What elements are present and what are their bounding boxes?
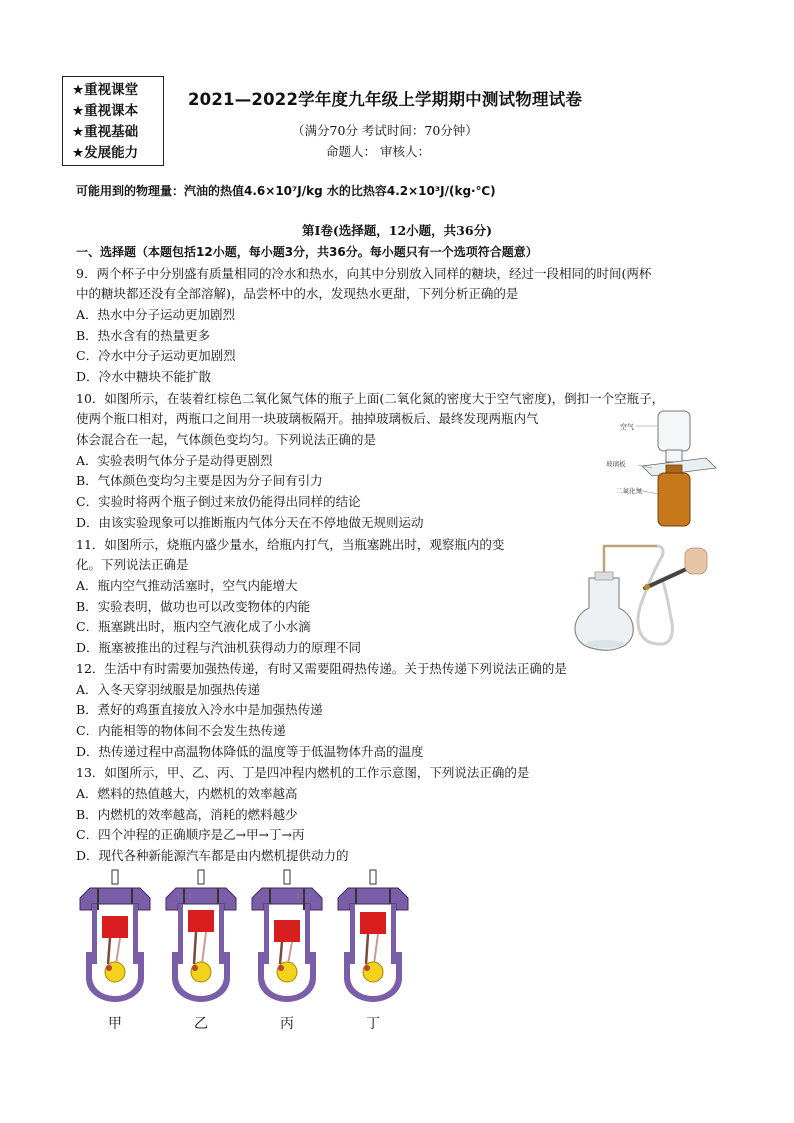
connecting-rod [374,934,378,964]
page-title: 2021—2022学年度九年级上学期期中测试物理试卷 [188,90,583,109]
crankshaft [277,962,297,982]
q13-option-d: D．现代各种新能源汽车都是由内燃机提供动力的 [76,848,349,863]
cylinder-wall [350,904,355,964]
spark-plug [370,870,376,884]
q12-option-d: D．热传递过程中高温物体降低的温度等于低温物体升高的温度 [76,744,424,759]
no2-bottle [658,473,690,526]
q13-option-c: C．四个冲程的正确顺序是乙→甲→丁→丙 [76,827,305,842]
label-air: 空气 [620,423,634,431]
connecting-rod [366,934,368,964]
connecting-rod [288,942,292,964]
q10-option-d: D．由该实验现象可以推断瓶内气体分天在不停地做无规则运动 [76,515,424,530]
cylinder-wall [264,904,269,964]
engine-4 [338,870,408,1032]
q12-option-c: C．内能相等的物体间不会发生热传递 [76,723,286,738]
flask [575,578,633,650]
q11-option-d: D．瓶塞被推出的过程与汽油机获得动力的原理不同 [76,640,362,655]
motto-box [62,76,164,166]
label-glass: 玻璃板 [606,460,626,468]
q9-option-b: B．热水含有的热量更多 [76,328,211,343]
engine-label: 甲 [108,1016,122,1032]
piston [188,910,214,932]
engine-label: 丁 [366,1016,380,1032]
label-no2: 二氧化氮 [616,487,642,495]
air-bottle [658,411,690,451]
cylinder-wall [305,904,310,964]
q10-stem-1: 10．如图所示，在装着红棕色二氧化氮气体的瓶子上面(二氧化氮的密度大于空气密度)，倒扣一个空瓶子， [76,391,665,406]
q12-option-a: A．入冬天穿羽绒服是加强热传递 [76,682,261,697]
connecting-rod [202,932,206,964]
exam-info: （满分70分 考试时间：70分钟） [292,123,478,138]
cylinder-head [252,888,322,910]
authors: 命题人： 审核人： [326,144,430,159]
hand [685,548,707,574]
spark-plug [112,870,118,884]
q10-stem-2: 使两个瓶口相对，两瓶口之间用一块玻璃板隔开。抽掉玻璃板后、最终发现两瓶内气 [76,411,539,426]
cylinder-wall [178,904,183,964]
q13-option-b: B．内燃机的效率越高，消耗的燃料越少 [76,807,298,822]
q9-option-a: A．热水中分子运动更加剧烈 [76,307,236,322]
motto-line: ★重视课堂 [72,82,139,98]
q10-option-c: C．实验时将两个瓶子倒过来放仍能得出同样的结论 [76,494,361,509]
engine-label: 丙 [280,1016,294,1032]
crankshaft [191,962,211,982]
q11-option-a: A．瓶内空气推动活塞时，空气内能增大 [76,578,298,593]
spark-plug [284,870,290,884]
connecting-rod [116,938,120,964]
cylinder-wall [133,904,138,964]
q10-stem-3: 体会混合在一起，气体颜色变均匀。下列说法正确的是 [76,432,377,447]
constants-line: 可能用到的物理量：汽油的热值4.6×10⁷J/kg 水的比热容4.2×10³J/(kg·℃) [76,184,496,198]
q12-option-b: B．煮好的鸡蛋直接放入冷水中是加强热传递 [76,702,323,717]
q10-option-b: B．气体颜色变均匀主要是因为分子间有引力 [76,473,323,488]
cylinder-wall [391,904,396,964]
q11-option-c: C．瓶塞跳出时，瓶内空气液化成了小水滴 [76,619,311,634]
q9-stem-1: 9．两个杯子中分别盛有质量相同的冷水和热水，向其中分别放入同样的糖块，经过一段相同的时间(两杯 [76,266,652,281]
q11-option-b: B．实验表明，做功也可以改变物体的内能 [76,599,311,614]
motto-line: ★重视基础 [72,124,139,140]
crankshaft [105,962,125,982]
motto-line: ★重视课本 [72,103,139,119]
q13-stem-1: 13．如图所示，甲、乙、丙、丁是四冲程内燃机的工作示意图，下列说法正确的是 [76,765,530,780]
q13-option-a: A．燃料的热值越大，内燃机的效率越高 [76,786,298,801]
connecting-rod [194,932,196,964]
q11-stem-1: 11．如图所示，烧瓶内盛少量水，给瓶内打气，当瓶塞跳出时，观察瓶内的变 [76,537,505,552]
q10-option-a: A．实验表明气体分子是动得更剧烈 [76,453,273,468]
flask-pump-figure [565,538,715,654]
engine-strokes-figure [76,868,416,1038]
engine-3 [252,870,322,1032]
piston [274,920,300,942]
motto-line: ★发展能力 [72,145,139,161]
cylinder-head [338,888,408,910]
connecting-rod [108,938,110,964]
connecting-rod [280,942,282,964]
q9-option-d: D．冷水中糖块不能扩散 [76,369,212,384]
engine-1 [80,870,150,1032]
q12-stem-1: 12．生活中有时需要加强热传递，有时又需要阻碍热传递。关于热传递下列说法正确的是 [76,661,567,676]
cylinder-head [166,888,236,910]
cylinder-wall [92,904,97,964]
cylinder-head [80,888,150,910]
diffusion-bottles-figure [606,408,730,530]
piston [102,916,128,938]
spark-plug [198,870,204,884]
section-title: 一、选择题（本题包括12小题，每小题3分，共36分。每小题只有一个选项符合题意） [76,245,538,259]
engines-svg [76,868,416,1038]
q9-option-c: C．冷水中分子运动更加剧烈 [76,348,236,363]
crankshaft [363,962,383,982]
q9-stem-2: 中的糖块都还没有全部溶解)，品尝杯中的水，发现热水更甜，下列分析正确的是 [76,286,519,301]
part-title: 第Ⅰ卷(选择题，12小题，共36分) [302,223,492,238]
q11-stem-2: 化。下列说法正确是 [76,557,189,572]
engine-label: 乙 [194,1016,208,1032]
engine-2 [166,870,236,1032]
piston [360,912,386,934]
cylinder-wall [219,904,224,964]
